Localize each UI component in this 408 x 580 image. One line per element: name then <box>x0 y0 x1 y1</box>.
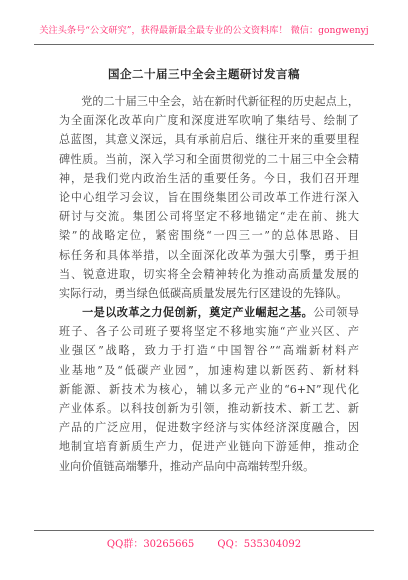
text-line: 总蓝图，其意义深远，具有承前启后、继往开来的重要里程 <box>59 133 359 147</box>
text-line: 班子、各子公司班子要将坚定不移地实施“产业兴区、产 <box>59 325 359 339</box>
header-divider <box>34 44 374 45</box>
footer-contacts <box>0 535 408 550</box>
text-line: 研讨与交流。集团公司将坚定不移地锚定“走在前、挑大 <box>59 210 359 224</box>
header-banner[interactable]: 关注头条号“公文研究”，获得最新最全最专业的公文资料库！ 微信：gongwenyj <box>39 25 369 36</box>
footer-divider <box>34 530 374 531</box>
footer-qq-number[interactable]: QQ：535304092 <box>217 539 302 550</box>
text-line: 地制宜培育新质生产力，促进产业链向下游延伸，推动企 <box>59 440 359 454</box>
text-line: 业强区”战略，致力于打造“中国智谷”“高端新材料产 <box>59 344 359 358</box>
text-line: 当、锐意进取，切实将全会精神转化为推动高质量发展的 <box>59 267 359 281</box>
text-line: 梁”的战略定位，紧密围绕“一四三一”的总体思路、目 <box>59 229 359 243</box>
paragraph-2 <box>59 303 359 476</box>
paragraph-1 <box>59 92 359 303</box>
text-line <box>59 303 359 322</box>
text-line: 实际行动，勇当绿色低碳高质量发展先行区建设的先锋队。 <box>59 286 348 300</box>
text-line: 新能源、新技术为核心，辅以多元产业的“6+N”现代化 <box>59 382 359 396</box>
text-line: 产业体系。以科技创新为引领，推动新技术、新工艺、新 <box>59 402 359 415</box>
text-line: 神，是我们党内政治生活的重要任务。今日，我们召开理 <box>59 171 359 185</box>
document-body <box>59 92 359 476</box>
paragraph-lead-heading: 一是以改革之力促创新，奠定产业崛起之基。 <box>82 306 314 320</box>
text-line: 为全面深化改革向广度和深度进军吹响了集结号、绘制了 <box>59 114 359 128</box>
text-line: 标任务和具体举措，以全面深化改革为强大引擎，勇于担 <box>59 248 359 262</box>
text-line: 碑性质。当前，深入学习和全面贯彻党的二十届三中全会精 <box>59 152 359 166</box>
document-title: 国企二十届三中全会主题研讨发言稿 <box>108 67 300 81</box>
text-line: 业向价值链高端攀升，推动产品向中高端转型升级。 <box>59 459 315 473</box>
text-line: 业基地”及“低碳产业园”，加速构建以新医药、新材料 <box>59 363 359 377</box>
footer-qq-group[interactable]: QQ群：30265665 <box>106 539 195 550</box>
text-line: 党的二十届三中全会，站在新时代新征程的历史起点上， <box>59 95 359 108</box>
text-line: 产品的广泛应用，促进数字经济与实体经济深度融合，因 <box>59 421 359 435</box>
text-line: 论中心组学习会议，旨在围绕集团公司改革工作进行深入 <box>59 190 359 204</box>
paragraph-lead-rest: 公司领导 <box>313 306 359 320</box>
